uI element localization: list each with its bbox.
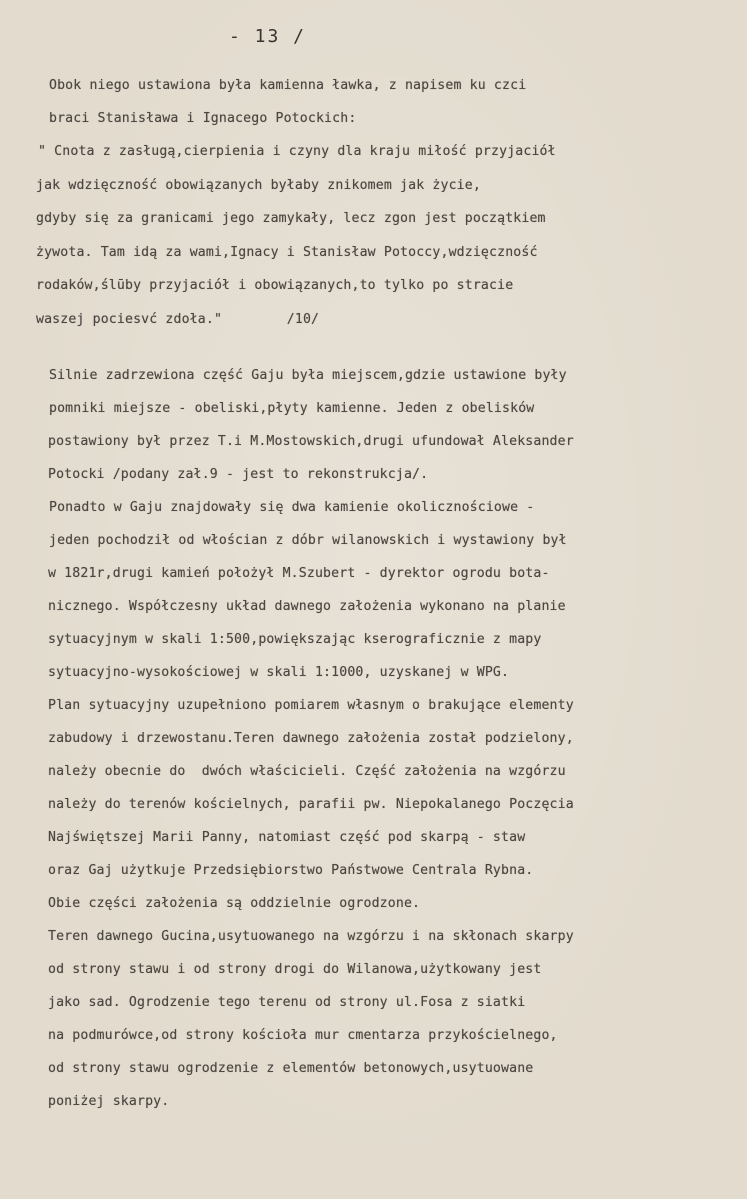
text-line: postawiony był przez T.i M.Mostowskich,drugi ufundował Aleksander [48, 434, 574, 449]
text-line: pomniki miejsze - obeliski,płyty kamienne. Jeden z obelisków [49, 401, 535, 416]
text-line: nicznego. Współczesny układ dawnego założenia wykonano na planie [48, 599, 566, 614]
text-line: Silnie zadrzewiona część Gaju była miejscem,gdzie ustawione były [49, 368, 567, 383]
text-line: " Cnota z zasługą,cierpienia i czyny dla kraju miłość przyjaciół [38, 144, 556, 159]
text-line: należy do terenów kościelnych, parafii pw. Niepokalanego Poczęcia [48, 797, 574, 812]
text-line: waszej pociesvć zdoła." /10/ [36, 312, 320, 327]
text-line: gdyby się za granicami jego zamykały, lecz zgon jest początkiem [36, 211, 546, 226]
text-line: poniżej skarpy. [48, 1094, 170, 1109]
text-line: zabudowy i drzewostanu.Teren dawnego założenia został podzielony, [48, 731, 574, 746]
page-number: - 13 / [229, 26, 307, 47]
text-line: sytuacyjnym w skali 1:500,powiększając kserograficznie z mapy [48, 632, 542, 647]
text-line: oraz Gaj użytkuje Przedsiębiorstwo Państwowe Centrala Rybna. [48, 863, 534, 878]
text-line: żywota. Tam idą za wami,Ignacy i Stanisław Potoccy,wdzięczność [36, 245, 538, 260]
text-line: Teren dawnego Gucina,usytuowanego na wzgórzu i na skłonach skarpy [48, 929, 574, 944]
text-line: od strony stawu ogrodzenie z elementów betonowych,usytuowane [48, 1061, 534, 1076]
text-line: na podmurówce,od strony kościoła mur cmentarza przykościelnego, [48, 1028, 558, 1043]
text-line: Obok niego ustawiona była kamienna ławka, z napisem ku czci [49, 78, 527, 93]
text-line: należy obecnie do dwóch właścicieli. Część założenia na wzgórzu [48, 764, 566, 779]
text-line: jak wdzięczność obowiązanych byłaby znikomem jak życie, [36, 178, 481, 193]
text-line: w 1821r,drugi kamień położył M.Szubert - dyrektor ogrodu bota- [48, 566, 550, 581]
text-line: rodaków,ślūby przyjaciół i obowiązanych,to tylko po stracie [36, 278, 514, 293]
text-line: Ponadto w Gaju znajdowały się dwa kamienie okolicznościowe - [49, 500, 535, 515]
text-line: jeden pochodził od włościan z dóbr wilanowskich i wystawiony był [49, 533, 567, 548]
text-line: sytuacyjno-wysokościowej w skali 1:1000, uzyskanej w WPG. [48, 665, 510, 680]
text-line: braci Stanisława i Ignacego Potockich: [49, 111, 357, 126]
text-line: Plan sytuacyjny uzupełniono pomiarem własnym o brakujące elementy [48, 698, 574, 713]
text-line: jako sad. Ogrodzenie tego terenu od strony ul.Fosa z siatki [48, 995, 526, 1010]
text-line: Najświętszej Marii Panny, natomiast część pod skarpą - staw [48, 830, 526, 845]
text-line: Obie części założenia są oddzielnie ogrodzone. [48, 896, 421, 911]
text-line: Potocki /podany zał.9 - jest to rekonstrukcja/. [48, 467, 429, 482]
text-line: od strony stawu i od strony drogi do Wilanowa,użytkowany jest [48, 962, 542, 977]
